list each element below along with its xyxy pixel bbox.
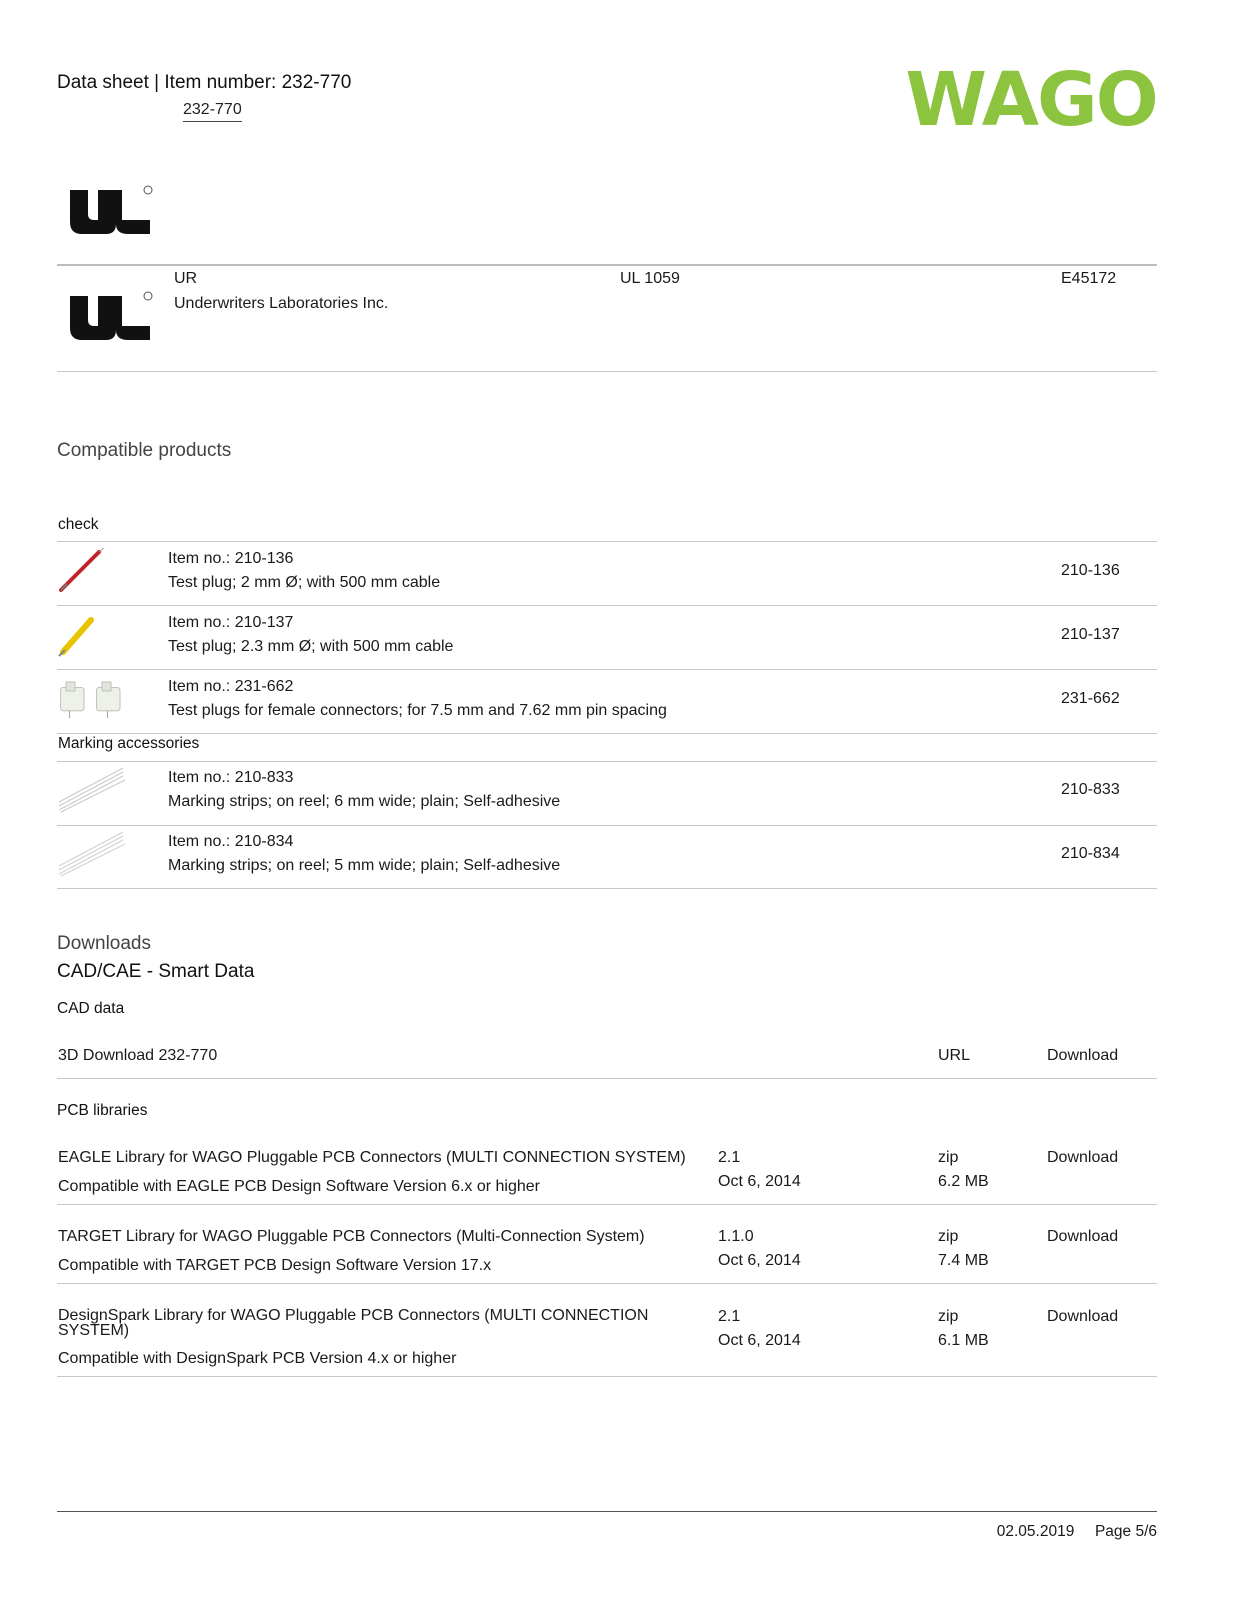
footer-date: 02.05.2019 (996, 1523, 1075, 1540)
download-button[interactable]: Download (1047, 1047, 1119, 1064)
footer-page-number: Page 5/6 (1094, 1523, 1157, 1540)
divider (57, 1376, 1157, 1377)
download-button[interactable]: Download (1047, 1149, 1119, 1166)
pcb-libraries-label: PCB libraries (57, 1102, 148, 1119)
library-note: Compatible with EAGLE PCB Design Software Version 6.x or higher (58, 1178, 541, 1195)
product-item-number[interactable]: Item no.: 210-833 (168, 769, 294, 786)
product-item-number[interactable]: Item no.: 210-136 (168, 550, 294, 567)
document-title: Data sheet | Item number: 232-770 (57, 72, 352, 93)
product-description: Marking strips; on reel; 6 mm wide; plain; Self-adhesive (168, 793, 561, 810)
divider (57, 541, 1157, 542)
approval-standard: UL 1059 (620, 270, 680, 287)
divider (57, 1283, 1157, 1284)
divider (57, 888, 1157, 889)
library-size: 6.1 MB (938, 1332, 989, 1349)
product-description: Test plugs for female connectors; for 7.5 mm and 7.62 mm pin spacing (168, 702, 667, 719)
ul-recognized-icon (66, 184, 156, 240)
divider (57, 733, 1157, 734)
product-number[interactable]: 231-662 (1061, 690, 1120, 707)
approval-file-number: E45172 (1061, 270, 1117, 287)
section-heading-downloads: Downloads (57, 933, 151, 954)
product-number[interactable]: 210-137 (1061, 626, 1120, 643)
product-number[interactable]: 210-833 (1061, 781, 1120, 798)
wago-logo-text: WAGO (905, 57, 1157, 143)
product-description: Test plug; 2.3 mm Ø; with 500 mm cable (168, 638, 454, 655)
product-item-number[interactable]: Item no.: 210-834 (168, 833, 294, 850)
divider (57, 825, 1157, 826)
library-size: 6.2 MB (938, 1173, 989, 1190)
library-name: TARGET Library for WAGO Pluggable PCB Connectors (Multi-Connection System) (58, 1228, 645, 1245)
cad-data-label: CAD data (57, 1000, 125, 1017)
divider (57, 264, 1157, 266)
product-item-number[interactable]: Item no.: 210-137 (168, 614, 294, 631)
library-format: zip (938, 1308, 959, 1325)
marking-strip-reel-icon (57, 830, 129, 878)
cad-download-type: URL (938, 1047, 971, 1064)
library-size: 7.4 MB (938, 1252, 989, 1269)
library-version: 1.1.0 (718, 1228, 754, 1245)
cad-download-name: 3D Download 232-770 (58, 1047, 218, 1064)
divider (57, 761, 1157, 762)
yellow-test-plug-icon (57, 612, 129, 660)
marking-strip-reel-icon (57, 766, 129, 814)
divider (57, 669, 1157, 670)
library-date: Oct 6, 2014 (718, 1252, 801, 1269)
downloads-subheading: CAD/CAE - Smart Data (57, 961, 255, 982)
approval-organization: Underwriters Laboratories Inc. (174, 295, 389, 312)
product-description: Test plug; 2 mm Ø; with 500 mm cable (168, 574, 441, 591)
product-number[interactable]: 210-136 (1061, 562, 1120, 579)
divider (57, 1078, 1157, 1079)
library-name: DesignSpark Library for WAGO Pluggable PCB Connectors (MULTI CONNECTION SYSTEM) (58, 1307, 649, 1339)
footer-divider (57, 1511, 1157, 1512)
library-format: zip (938, 1149, 959, 1166)
item-number-link[interactable]: 232-770 (183, 101, 242, 122)
ul-recognized-icon (66, 290, 156, 346)
library-version: 2.1 (718, 1308, 741, 1325)
wago-logo (905, 57, 1157, 143)
footer (997, 1523, 1157, 1541)
library-date: Oct 6, 2014 (718, 1173, 801, 1190)
product-description: Marking strips; on reel; 5 mm wide; plain; Self-adhesive (168, 857, 561, 874)
divider (57, 371, 1157, 372)
group-label-marking-accessories: Marking accessories (58, 735, 200, 752)
library-note: Compatible with DesignSpark PCB Version 4.x or higher (58, 1350, 457, 1367)
group-label-check: check (58, 516, 99, 533)
red-test-plug-icon (57, 548, 129, 596)
library-name: EAGLE Library for WAGO Pluggable PCB Connectors (MULTI CONNECTION SYSTEM) (58, 1149, 686, 1166)
approval-type: UR (174, 270, 198, 287)
female-connector-test-plugs-icon (57, 676, 129, 724)
divider (57, 1204, 1157, 1205)
library-format: zip (938, 1228, 959, 1245)
download-button[interactable]: Download (1047, 1308, 1119, 1325)
library-version: 2.1 (718, 1149, 741, 1166)
library-note: Compatible with TARGET PCB Design Software Version 17.x (58, 1257, 492, 1274)
divider (57, 605, 1157, 606)
download-button[interactable]: Download (1047, 1228, 1119, 1245)
section-heading-compatible: Compatible products (57, 440, 232, 461)
product-number[interactable]: 210-834 (1061, 845, 1120, 862)
product-item-number[interactable]: Item no.: 231-662 (168, 678, 294, 695)
library-date: Oct 6, 2014 (718, 1332, 801, 1349)
